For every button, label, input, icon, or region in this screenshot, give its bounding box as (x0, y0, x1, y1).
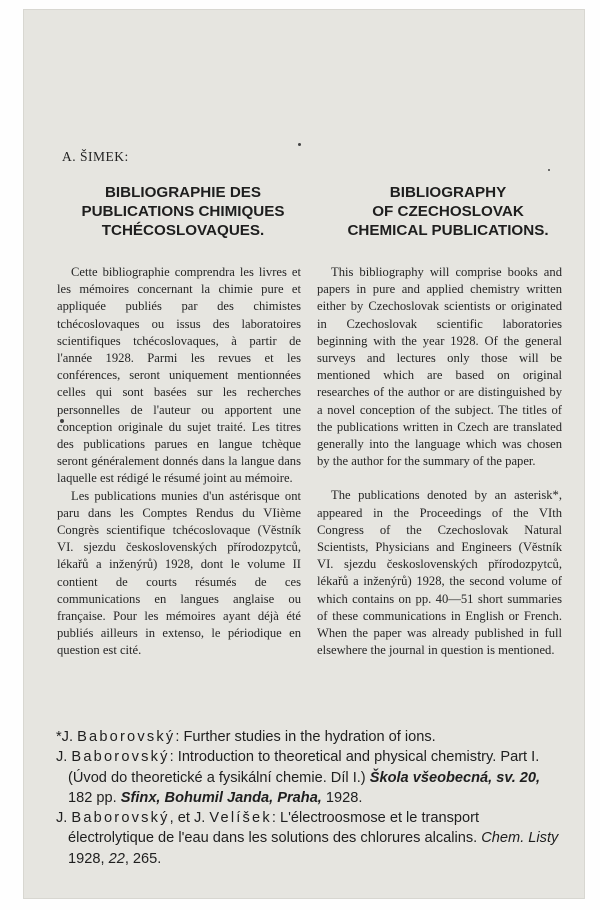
reference-initial: *J. (56, 729, 78, 745)
reference-entry (56, 727, 564, 747)
reference-author: Baborovský (77, 729, 176, 745)
french-heading-line: TCHÉCOSLOVAQUES. (101, 222, 265, 239)
french-paragraph: Cette bibliographie comprendra les livres et les mémoires concernant la chimie pure et appliquée publiés par des chimistes tchécoslovaques ou issus des laboratoires scientifiques tchécoslovaques, à partir de l'année 1928. Parmi les revues et les conférences, seront uniquement mentionnées celles qui sont basées sur les recherches personnelles de l'auteur ou apportent une conception originale du sujet traité. Les titres des publications parues en langue tchèque seront généralement donnés dans la langue dans laquelle est rédigé le résumé joint au mémoire. (57, 265, 301, 486)
reference-series: Škola všeobecná, sv. 20, (369, 769, 541, 786)
english-column (317, 264, 562, 659)
reference-title: : L'électroosmose et le transport électrolytique de l'eau dans les solutions des chlorures alcalins. (68, 810, 482, 847)
french-column (57, 264, 301, 660)
author-line: A. ŠIMEK: (62, 149, 129, 164)
reference-initial: J. (56, 810, 72, 827)
english-heading-line: CHEMICAL PUBLICATIONS. (347, 222, 549, 239)
french-heading-line: PUBLICATIONS CHIMIQUES (81, 203, 285, 220)
reference-entry (56, 808, 564, 869)
reference-title: : Introduction to theoretical and physical chemistry. Part I. (Úvod do theoretické a fysikální chemie. Díl I.) (68, 749, 540, 786)
reference-list (56, 727, 564, 869)
reference-title: : Further studies in the hydration of ions. (175, 729, 436, 745)
reference-entry (56, 747, 564, 808)
french-paragraph: Les publications munies d'un astérisque ont paru dans les Comptes Rendus du VIième Congrès scientifique tchécoslovaque (Věstník VI. sjezdu československých přírodozpytců, lékařů a inženýrů) 1928, dont le volume II contient de courts résumés de ces communications en langues anglaise ou française. Pour les mémoires ayant déjà été publiés ailleurs in extenso, le périodique en question est cité. (57, 488, 301, 658)
reference-author: Baborovský (71, 749, 170, 766)
english-paragraph: This bibliography will comprise books and papers in pure and applied chemistry written either by Czechoslovak scientists or originated in Czechoslovak scientific laboratories beginning with the year 1928. Of the general surveys and lectures only those will be mentioned which are based on original researches of the author or are distinguished by a novel conception of the subject. The titles of the publications written in Czech are translated generally into the language which was chosen by the author for the summary of the paper. (317, 265, 562, 469)
french-heading (54, 183, 312, 240)
reference-initial: J. (56, 749, 72, 766)
english-heading (318, 183, 578, 240)
french-heading-line: BIBLIOGRAPHIE DES (104, 184, 262, 201)
reference-journal: Chem. Listy (481, 830, 559, 847)
english-heading-line: OF CZECHOSLOVAK (372, 203, 524, 220)
reference-year: 1928. (321, 789, 363, 806)
reference-publisher: Sfinx, Bohumil Janda, Praha, (120, 789, 322, 806)
reference-year: 1928, (68, 850, 109, 867)
dust-speck (298, 143, 301, 146)
reference-pages: , 265. (124, 850, 162, 867)
english-paragraph: The publications denoted by an asterisk*, appeared in the Proceedings of the VIth Congress of the Czechoslovak Natural Scientists, Physicians and Engineers (Věstník VI. sjezdu československých přírodozpytců, lékařů a inženýrů) 1928, the second volume of which contains on pp. 40—51 short summaries of these communications in English or French. When the paper was already published in full elsewhere the journal in question is mentioned. (317, 488, 562, 658)
dust-speck (548, 169, 550, 171)
reference-pages: 182 pp. (68, 789, 121, 806)
reference-volume: 22 (108, 850, 125, 867)
reference-connector: , et J. (169, 810, 210, 827)
reference-author: Velíšek (209, 810, 272, 827)
english-heading-line: BIBLIOGRAPHY (389, 184, 507, 201)
reference-author: Baborovský (71, 810, 170, 827)
